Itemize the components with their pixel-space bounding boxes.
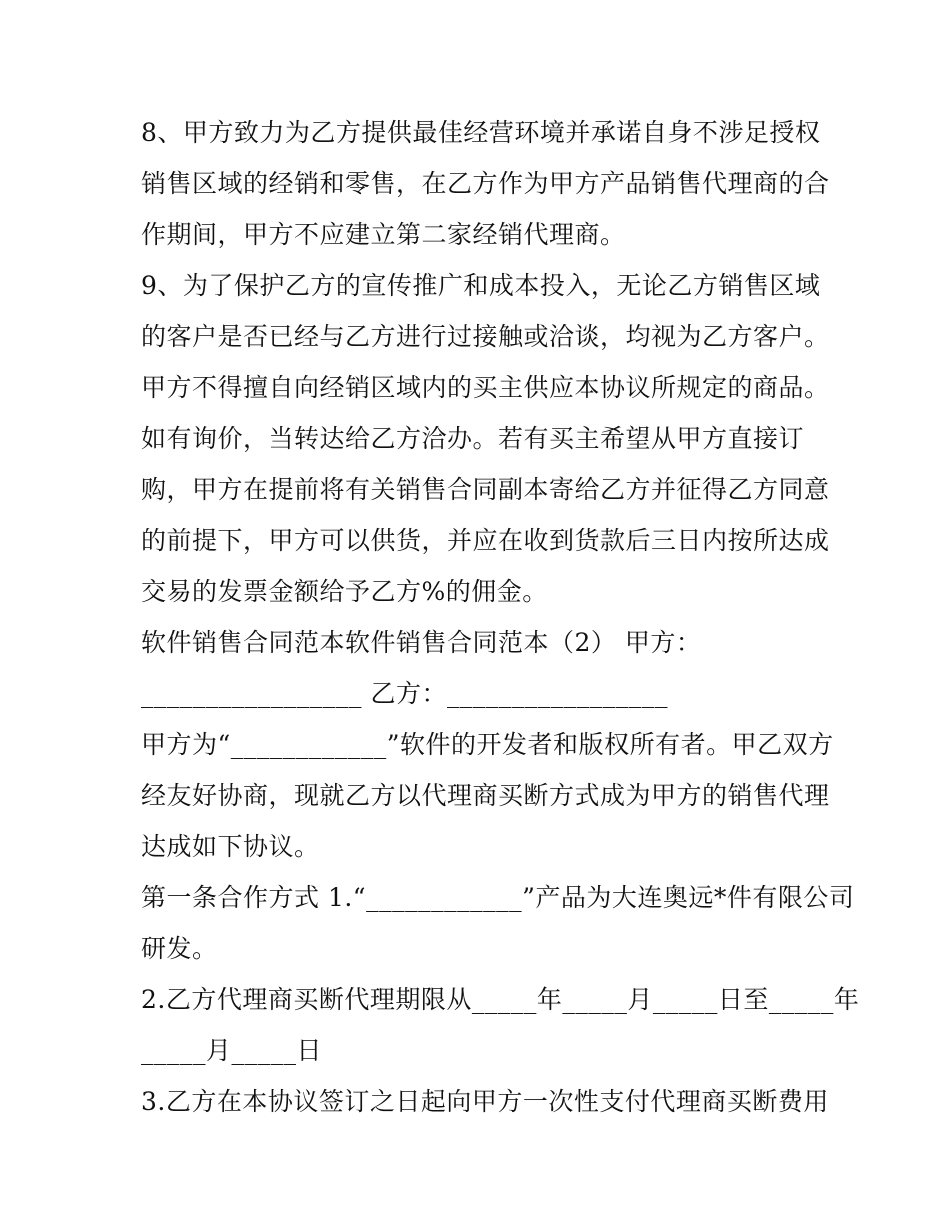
text-line: 作期间，甲方不应建立第二家经销代理商。 xyxy=(141,220,626,249)
text-line: 3.乙方在本协议签订之日起向甲方一次性支付代理商买断费用 xyxy=(141,1087,829,1116)
text-line: 交易的发票金额给予乙方%的佣金。 xyxy=(141,577,548,606)
text-line: 达成如下协议。 xyxy=(141,832,320,861)
text-line: 甲方不得擅自向经销区域内的买主供应本协议所规定的商品。 xyxy=(141,373,830,402)
text-line: 8、甲方致力为乙方提供最佳经营环境并承诺自身不涉足授权 xyxy=(141,118,821,147)
text-line: _________________ 乙方：_________________ xyxy=(141,679,668,708)
text-line: 9、为了保护乙方的宣传推广和成本投入，无论乙方销售区域 xyxy=(141,271,821,300)
text-line: 软件销售合同范本软件销售合同范本（2） 甲方： xyxy=(141,628,702,657)
text-line: 销售区域的经销和零售，在乙方作为甲方产品销售代理商的合 xyxy=(141,169,830,198)
contract-text xyxy=(141,107,860,1127)
text-line: 甲方为“____________”软件的开发者和版权所有者。甲乙双方 xyxy=(141,730,834,759)
text-line: 研发。 xyxy=(141,934,218,963)
text-line: 购，甲方在提前将有关销售合同副本寄给乙方并征得乙方同意 xyxy=(141,475,830,504)
text-line: 经友好协商，现就乙方以代理商买断方式成为甲方的销售代理 xyxy=(141,781,830,810)
text-line: 2.乙方代理商买断代理期限从_____年_____月_____日至_____年 xyxy=(141,985,860,1014)
text-line: 的客户是否已经与乙方进行过接触或洽谈，均视为乙方客户。 xyxy=(141,322,830,351)
text-line: 如有询价，当转达给乙方洽办。若有买主希望从甲方直接订 xyxy=(141,424,805,453)
text-line: 第一条合作方式 1.“____________”产品为大连奥远*件有限公司 xyxy=(141,883,855,912)
text-line: 的前提下，甲方可以供货，并应在收到货款后三日内按所达成 xyxy=(141,526,830,555)
text-line: _____月_____日 xyxy=(141,1036,323,1065)
